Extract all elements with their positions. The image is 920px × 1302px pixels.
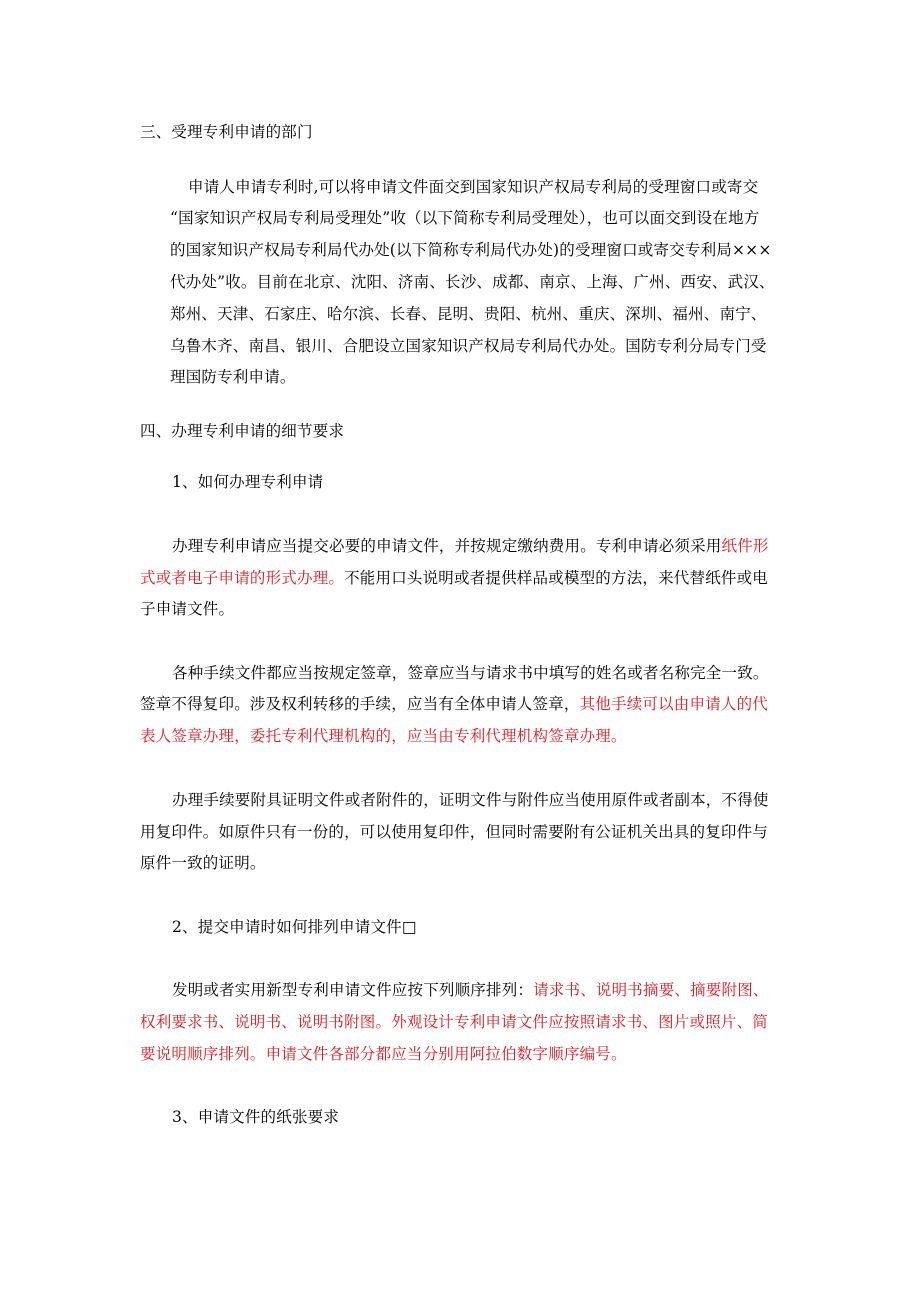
para-3-line-2: 用复印件。如原件只有一份的，可以使用复印件，但同时需要附有公证机关出具的复印件与 [140, 823, 769, 841]
para-2-line-2-highlight: 其他手续可以由申请人的代 [579, 695, 769, 713]
subsection-2-heading: 2、提交申请时如何排列申请文件□ [172, 918, 417, 936]
para-2-line-2-text: 签章不得复印。涉及权利转移的手续，应当有全体申请人签章， [140, 695, 580, 713]
para-1-line-3: 子申请文件。 [140, 600, 235, 618]
para-2-line-1: 各种手续文件都应当按规定签章，签章应当与请求书中填写的姓名或者名称完全一致。 [172, 664, 769, 682]
section-3-para-line-7: 理国防专利申请。 [170, 368, 296, 386]
para-4-line-1 [172, 980, 769, 1000]
section-3-para-line-2: “国家知识产权局专利局受理处”收（以下简称专利局受理处），也可以面交到设在地方 [170, 209, 760, 227]
subsection-1-heading: 1、如何办理专利申请 [172, 473, 324, 491]
para-3-line-3: 原件一致的证明。 [140, 854, 266, 872]
section-3-para-line-6: 乌鲁木齐、南昌、银川、合肥设立国家知识产权局专利局代办处。国防专利分局专门受 [170, 337, 767, 355]
para-1-line-1-highlight: 纸件形 [721, 537, 769, 555]
section-3-para-line-5: 郑州、天津、石家庄、哈尔滨、长春、昆明、贵阳、杭州、重庆、深圳、福州、南宁、 [170, 305, 767, 323]
para-4-line-3: 要说明顺序排列。申请文件各部分都应当分别用阿拉伯数字顺序编号。 [140, 1045, 627, 1063]
subsection-3-heading: 3、申请文件的纸张要求 [172, 1108, 340, 1126]
para-2-line-3: 表人签章办理，委托专利代理机构的，应当由专利代理机构签章办理。 [140, 727, 627, 745]
section-3-para-line-3: 的国家知识产权局专利局代办处(以下简称专利局代办处)的受理窗口或寄交专利局××× [170, 241, 772, 259]
section-3-heading: 三、受理专利申请的部门 [140, 123, 313, 141]
para-1-line-2-text: 不能用口头说明或者提供样品或模型的方法，来代替纸件或电 [344, 569, 769, 587]
para-1-line-1-text: 办理专利申请应当提交必要的申请文件，并按规定缴纳费用。专利申请必须采用 [172, 537, 722, 555]
section-3-para-line-4: 代办处”收。目前在北京、沈阳、济南、长沙、成都、南京、上海、广州、西安、武汉、 [170, 273, 775, 291]
para-2-line-2 [140, 694, 768, 714]
para-3-line-1: 办理手续要附具证明文件或者附件的，证明文件与附件应当使用原件或者副本，不得使 [172, 791, 769, 809]
para-1-line-2 [140, 568, 768, 588]
para-1-line-2-highlight: 式或者电子申请的形式办理。 [140, 569, 345, 587]
para-1-line-1 [172, 536, 769, 556]
para-4-line-1-highlight: 请求书、说明书摘要、摘要附图、 [533, 981, 769, 999]
para-4-line-1-text: 发明或者实用新型专利申请文件应按下列顺序排列： [172, 981, 534, 999]
para-4-line-2: 权利要求书、说明书、说明书附图。外观设计专利申请文件应按照请求书、图片或照片、简 [140, 1013, 769, 1031]
section-3-para-line-1: 申请人申请专利时,可以将申请文件面交到国家知识产权局专利局的受理窗口或寄交 [188, 178, 759, 196]
section-4-heading: 四、办理专利申请的细节要求 [140, 422, 345, 440]
